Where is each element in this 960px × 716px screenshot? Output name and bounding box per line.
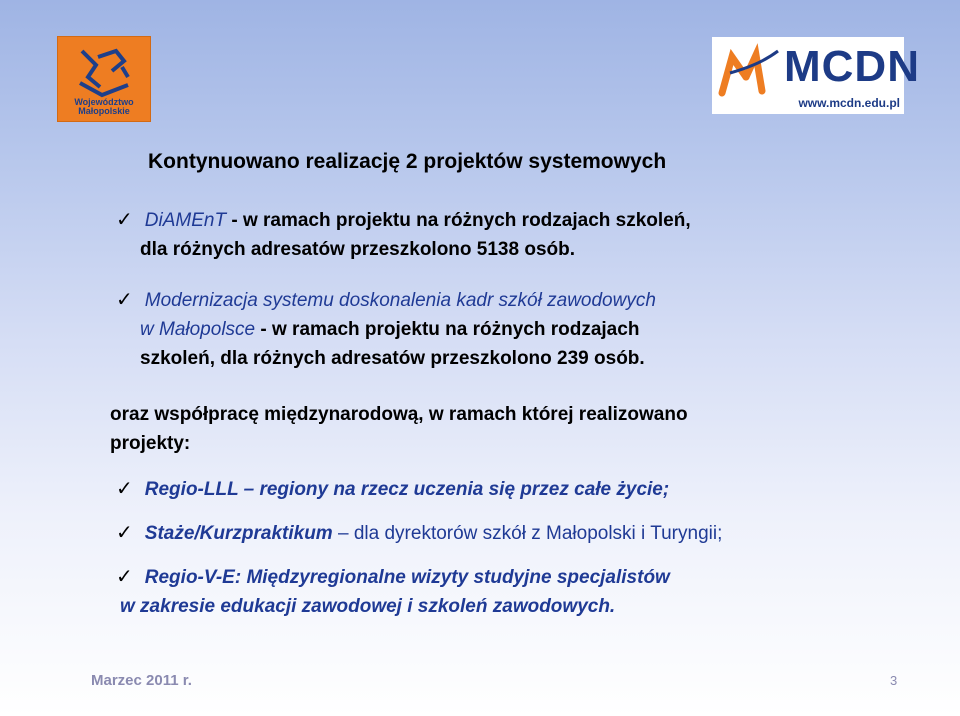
mcdn-emblem-icon [716,43,786,103]
item-modernizacja-line3: szkoleń, dla różnych adresatów przeszkolono 239 osób. [140,348,645,369]
project-staze-text: – dla dyrektorów szkół z Małopolski i Turyngii; [332,523,723,544]
item-diament-text: - w ramach projektu na różnych rodzajach szkoleń, [226,210,691,231]
check-icon: ✓ [116,289,133,311]
logo-left-label: Województwo Małopolskie [74,97,134,116]
item-diament-name: DiAMEnT [144,210,227,231]
check-icon: ✓ [116,209,133,231]
mcdn-url: www.mcdn.edu.pl [798,96,900,110]
footer-date: Marzec 2011 r. [91,672,192,689]
item-diament-line2: dla różnych adresatów przeszkolono 5138 osób. [140,239,576,260]
item-modernizacja-name-line1: Modernizacja systemu doskonalenia kadr szkół zawodowych [144,290,656,311]
project-regio-ve [116,563,670,621]
check-icon: ✓ [116,522,133,544]
project-regio-lll [116,475,669,504]
intro-paragraph [110,400,688,458]
logo-emblem-icon [58,37,150,103]
mcdn-wordmark: MCDN [784,42,920,91]
project-staze-name: Staże/Kurzpraktikum [144,523,333,544]
item-modernizacja-name-line2: w Małopolsce [140,319,256,340]
project-regio-ve-line2: w zakresie edukacji zawodowej i szkoleń zawodowych. [120,596,616,617]
project-staze [116,519,722,548]
check-icon: ✓ [116,478,133,500]
project-regio-ve-line1: Regio-V-E: Międzyregionalne wizyty studyjne specjalistów [144,567,670,588]
item-diament [116,206,691,264]
item-modernizacja-text: - w ramach projektu na różnych rodzajach [255,319,640,340]
intro-line2: projekty: [110,433,191,454]
wojewodztwo-malopolskie-logo [57,36,151,122]
page-number: 3 [890,673,898,688]
slide-title: Kontynuowano realizację 2 projektów systemowych [148,150,667,173]
project-regio-lll-text: Regio-LLL – regiony na rzecz uczenia się przez całe życie; [144,479,670,500]
check-icon: ✓ [116,566,133,588]
item-modernizacja [116,286,656,373]
mcdn-logo [712,37,920,114]
intro-line1: oraz współpracę międzynarodową, w ramach której realizowano [110,404,688,425]
